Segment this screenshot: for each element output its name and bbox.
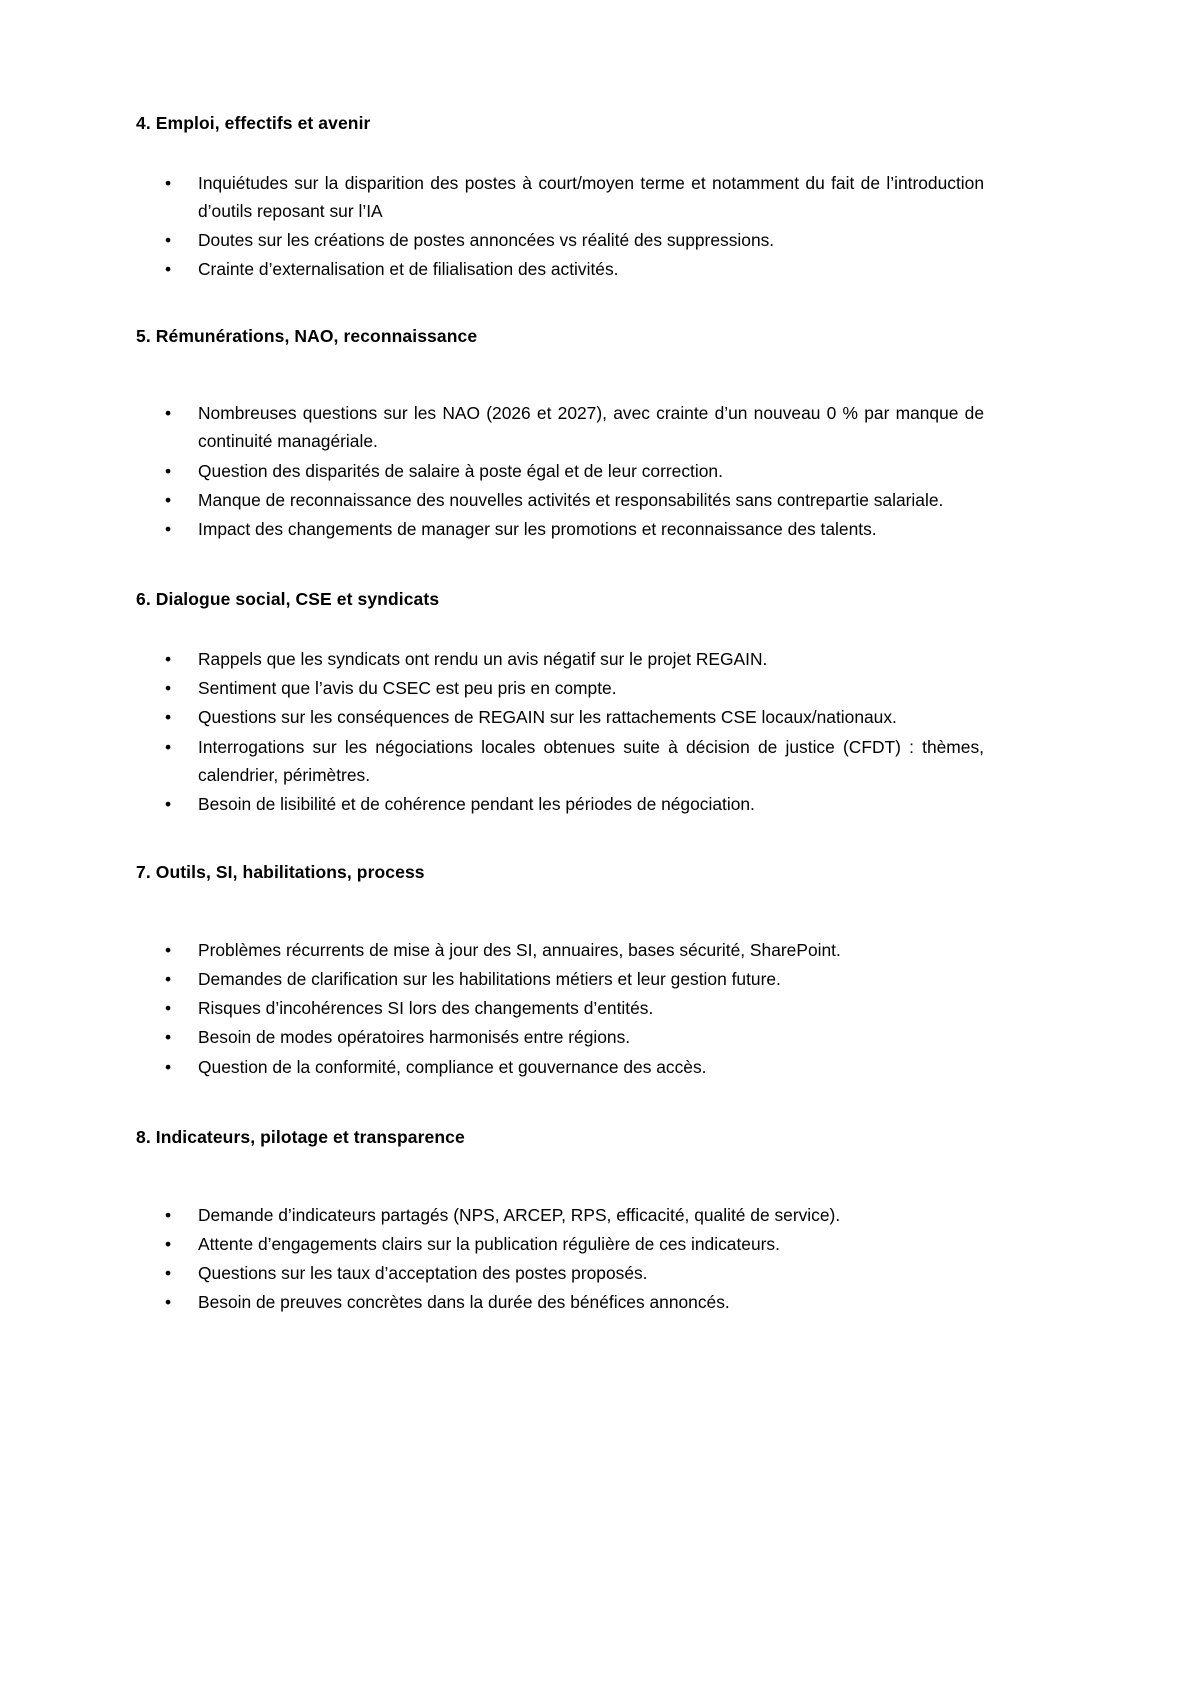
list-item-text: Questions sur les taux d’acceptation des postes proposés. <box>198 1262 648 1283</box>
bullet-icon: • <box>165 1262 172 1283</box>
section-8-heading: 8. Indicateurs, pilotage et transparence <box>136 1126 465 1147</box>
section-5-heading: 5. Rémunérations, NAO, reconnaissance <box>136 325 478 346</box>
bullet-icon: • <box>165 1233 172 1254</box>
section-8-bullet-list <box>136 1201 984 1317</box>
document-body <box>136 112 984 1317</box>
section-7-bullet-list <box>136 936 984 1081</box>
spacer <box>136 1149 984 1201</box>
bullet-icon: • <box>165 998 172 1019</box>
list-item <box>136 169 984 225</box>
list-item <box>136 1053 984 1081</box>
list-item-text: Risques d’incohérences SI lors des changements d’entités. <box>198 998 654 1019</box>
spacer <box>136 1082 984 1126</box>
list-item <box>136 1259 984 1287</box>
section-5 <box>136 325 984 544</box>
list-item <box>136 645 984 673</box>
list-item <box>136 965 984 993</box>
list-item <box>136 1023 984 1051</box>
spacer <box>136 135 984 169</box>
list-item-text: Besoin de lisibilité et de cohérence pendant les périodes de négociation. <box>198 793 755 814</box>
list-item-text: Interrogations sur les négociations locales obtenues suite à décision de justice (CFDT) : thèmes, calendrier, périmètres. <box>198 736 984 785</box>
bullet-icon: • <box>165 1027 172 1048</box>
bullet-icon: • <box>165 403 172 424</box>
section-6-heading: 6. Dialogue social, CSE et syndicats <box>136 589 440 610</box>
section-7-heading: 7. Outils, SI, habilitations, process <box>136 862 425 883</box>
section-5-bullet-list <box>136 399 984 543</box>
list-item <box>136 1230 984 1258</box>
bullet-icon: • <box>165 1292 172 1313</box>
spacer <box>136 544 984 588</box>
list-item-text: Demandes de clarification sur les habilitations métiers et leur gestion future. <box>198 969 781 989</box>
list-item-text: Impact des changements de manager sur les promotions et reconnaissance des talents. <box>198 519 877 539</box>
list-item <box>136 790 984 818</box>
section-6-bullet-list <box>136 645 984 818</box>
list-item-text: Doutes sur les créations de postes annoncées vs réalité des suppressions. <box>198 230 775 251</box>
bullet-icon: • <box>165 969 172 989</box>
list-item <box>136 515 984 543</box>
list-item-text: Question de la conformité, compliance et gouvernance des accès. <box>198 1056 707 1077</box>
list-item <box>136 1288 984 1316</box>
spacer <box>136 347 984 399</box>
bullet-icon: • <box>165 519 172 539</box>
bullet-icon: • <box>165 678 172 699</box>
list-item-text: Besoin de preuves concrètes dans la durée des bénéfices annoncés. <box>198 1292 730 1313</box>
list-item <box>136 1201 984 1229</box>
list-item-text: Question des disparités de salaire à poste égal et de leur correction. <box>198 460 723 481</box>
bullet-icon: • <box>165 172 172 193</box>
section-8 <box>136 1126 984 1317</box>
list-item <box>136 399 984 455</box>
list-item-text: Problèmes récurrents de mise à jour des SI, annuaires, bases sécurité, SharePoint. <box>198 939 841 960</box>
list-item <box>136 226 984 254</box>
list-item <box>136 486 984 514</box>
section-4 <box>136 112 984 284</box>
list-item-text: Questions sur les conséquences de REGAIN sur les rattachements CSE locaux/nationaux. <box>198 707 897 728</box>
bullet-icon: • <box>165 230 172 251</box>
bullet-icon: • <box>165 648 172 669</box>
spacer <box>136 285 984 325</box>
section-7 <box>136 861 984 1081</box>
bullet-icon: • <box>165 460 172 481</box>
bullet-icon: • <box>165 736 172 757</box>
list-item-text: Demande d’indicateurs partagés (NPS, ARCEP, RPS, efficacité, qualité de service). <box>198 1204 841 1225</box>
spacer <box>136 819 984 861</box>
spacer <box>136 884 984 936</box>
section-4-heading: 4. Emploi, effectifs et avenir <box>136 113 371 133</box>
list-item <box>136 457 984 485</box>
section-4-bullet-list <box>136 169 984 284</box>
list-item-text: Sentiment que l’avis du CSEC est peu pris en compte. <box>198 678 617 699</box>
bullet-icon: • <box>165 939 172 960</box>
list-item-text: Nombreuses questions sur les NAO (2026 et 2027), avec crainte d’un nouveau 0 % par manque de continuité managériale. <box>198 403 984 452</box>
list-item-text: Besoin de modes opératoires harmonisés entre régions. <box>198 1027 631 1048</box>
list-item-text: Inquiétudes sur la disparition des postes à court/moyen terme et notamment du fait de l’introduction d’outils reposant sur l’IA <box>198 172 984 221</box>
list-item <box>136 703 984 731</box>
bullet-icon: • <box>165 707 172 728</box>
bullet-icon: • <box>165 259 172 280</box>
list-item <box>136 255 984 283</box>
list-item-text: Rappels que les syndicats ont rendu un avis négatif sur le projet REGAIN. <box>198 648 768 669</box>
bullet-icon: • <box>165 489 172 510</box>
bullet-icon: • <box>165 793 172 814</box>
list-item-text: Attente d’engagements clairs sur la publication régulière de ces indicateurs. <box>198 1233 780 1254</box>
list-item <box>136 936 984 964</box>
bullet-icon: • <box>165 1204 172 1225</box>
list-item <box>136 733 984 789</box>
list-item <box>136 994 984 1022</box>
list-item <box>136 674 984 702</box>
spacer <box>136 611 984 645</box>
list-item-text: Crainte d’externalisation et de filialisation des activités. <box>198 259 619 280</box>
section-6 <box>136 588 984 818</box>
bullet-icon: • <box>165 1056 172 1077</box>
list-item-text: Manque de reconnaissance des nouvelles activités et responsabilités sans contrepartie salariale. <box>198 489 944 510</box>
